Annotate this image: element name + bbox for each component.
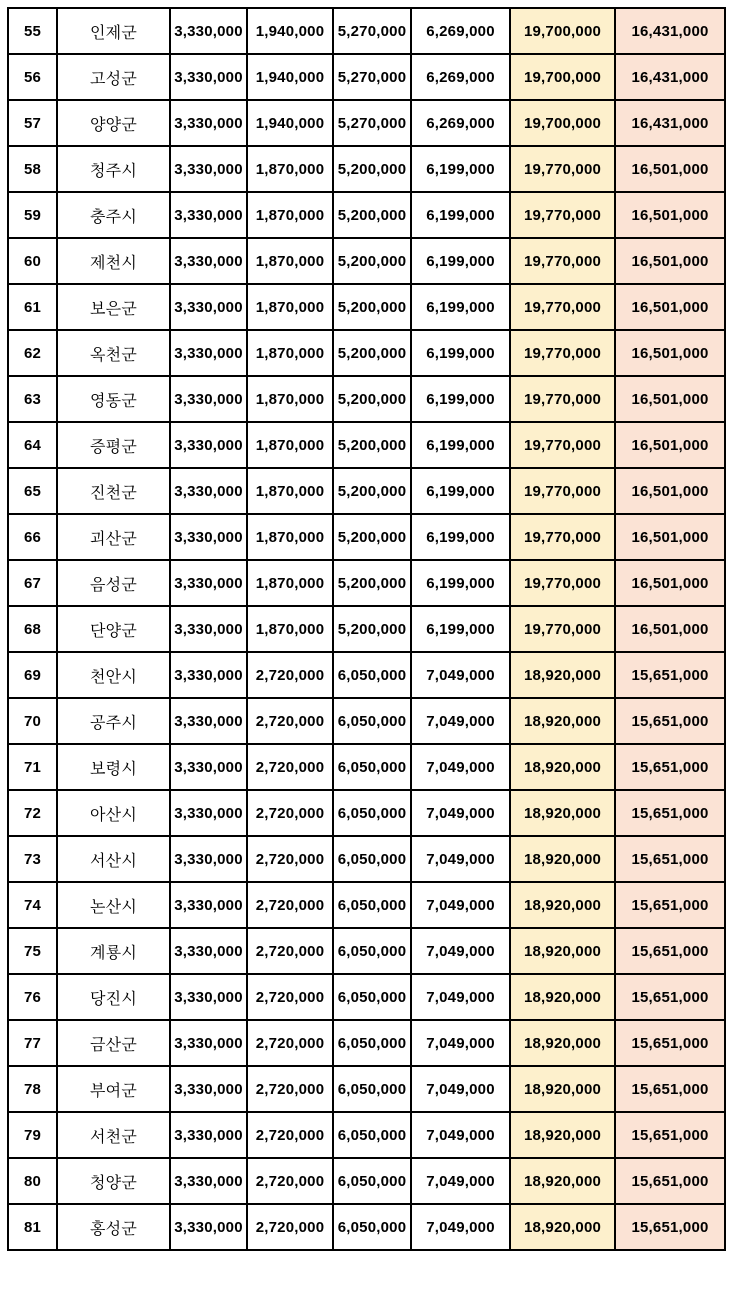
value-cell-highlight-pink: 15,651,000 bbox=[615, 882, 725, 928]
table-row bbox=[8, 744, 725, 790]
value-cell: 2,720,000 bbox=[247, 882, 333, 928]
value-cell-highlight-yellow: 18,920,000 bbox=[510, 1112, 615, 1158]
value-cell: 2,720,000 bbox=[247, 1066, 333, 1112]
value-cell-highlight-pink: 16,501,000 bbox=[615, 422, 725, 468]
row-number-cell: 65 bbox=[8, 468, 57, 514]
value-cell-highlight-yellow: 19,770,000 bbox=[510, 560, 615, 606]
row-number-cell: 74 bbox=[8, 882, 57, 928]
value-cell-highlight-pink: 15,651,000 bbox=[615, 928, 725, 974]
value-cell: 7,049,000 bbox=[411, 1112, 510, 1158]
value-cell: 7,049,000 bbox=[411, 836, 510, 882]
value-cell-highlight-yellow: 19,770,000 bbox=[510, 606, 615, 652]
value-cell: 3,330,000 bbox=[170, 284, 247, 330]
value-cell: 5,200,000 bbox=[333, 330, 411, 376]
value-cell-highlight-pink: 15,651,000 bbox=[615, 1158, 725, 1204]
value-cell-highlight-yellow: 18,920,000 bbox=[510, 744, 615, 790]
value-cell: 1,940,000 bbox=[247, 100, 333, 146]
region-name-cell: 양양군 bbox=[57, 100, 170, 146]
value-cell-highlight-pink: 16,431,000 bbox=[615, 8, 725, 54]
value-cell: 3,330,000 bbox=[170, 100, 247, 146]
region-name-cell: 증평군 bbox=[57, 422, 170, 468]
value-cell-highlight-pink: 16,501,000 bbox=[615, 606, 725, 652]
row-number-cell: 80 bbox=[8, 1158, 57, 1204]
table-row bbox=[8, 1158, 725, 1204]
table-row bbox=[8, 54, 725, 100]
value-cell: 5,200,000 bbox=[333, 560, 411, 606]
value-cell-highlight-yellow: 18,920,000 bbox=[510, 1204, 615, 1250]
value-cell: 5,200,000 bbox=[333, 192, 411, 238]
region-name-cell: 부여군 bbox=[57, 1066, 170, 1112]
region-name-cell: 논산시 bbox=[57, 882, 170, 928]
value-cell-highlight-pink: 15,651,000 bbox=[615, 1020, 725, 1066]
value-cell: 7,049,000 bbox=[411, 790, 510, 836]
value-cell: 3,330,000 bbox=[170, 744, 247, 790]
value-cell-highlight-yellow: 19,770,000 bbox=[510, 192, 615, 238]
value-cell: 3,330,000 bbox=[170, 560, 247, 606]
value-cell: 5,200,000 bbox=[333, 376, 411, 422]
value-cell: 1,870,000 bbox=[247, 514, 333, 560]
value-cell-highlight-pink: 16,501,000 bbox=[615, 514, 725, 560]
value-cell: 3,330,000 bbox=[170, 652, 247, 698]
value-cell-highlight-yellow: 18,920,000 bbox=[510, 1158, 615, 1204]
value-cell-highlight-yellow: 19,770,000 bbox=[510, 376, 615, 422]
row-number-cell: 66 bbox=[8, 514, 57, 560]
value-cell-highlight-yellow: 19,770,000 bbox=[510, 238, 615, 284]
value-cell-highlight-pink: 16,501,000 bbox=[615, 284, 725, 330]
value-cell-highlight-pink: 16,501,000 bbox=[615, 330, 725, 376]
row-number-cell: 69 bbox=[8, 652, 57, 698]
region-name-cell: 단양군 bbox=[57, 606, 170, 652]
row-number-cell: 63 bbox=[8, 376, 57, 422]
value-cell-highlight-yellow: 19,770,000 bbox=[510, 284, 615, 330]
value-cell: 2,720,000 bbox=[247, 1112, 333, 1158]
table-row bbox=[8, 1112, 725, 1158]
value-cell: 6,050,000 bbox=[333, 790, 411, 836]
value-cell-highlight-pink: 15,651,000 bbox=[615, 744, 725, 790]
value-cell: 2,720,000 bbox=[247, 790, 333, 836]
value-cell-highlight-yellow: 19,770,000 bbox=[510, 146, 615, 192]
value-cell-highlight-yellow: 19,700,000 bbox=[510, 8, 615, 54]
value-cell: 1,870,000 bbox=[247, 330, 333, 376]
value-cell-highlight-pink: 15,651,000 bbox=[615, 1112, 725, 1158]
value-cell: 3,330,000 bbox=[170, 376, 247, 422]
row-number-cell: 70 bbox=[8, 698, 57, 744]
value-cell: 6,199,000 bbox=[411, 514, 510, 560]
row-number-cell: 57 bbox=[8, 100, 57, 146]
value-cell: 6,199,000 bbox=[411, 238, 510, 284]
value-cell: 5,200,000 bbox=[333, 146, 411, 192]
value-cell-highlight-yellow: 18,920,000 bbox=[510, 652, 615, 698]
table-row bbox=[8, 330, 725, 376]
value-cell: 3,330,000 bbox=[170, 928, 247, 974]
value-cell-highlight-pink: 15,651,000 bbox=[615, 1066, 725, 1112]
value-cell: 3,330,000 bbox=[170, 974, 247, 1020]
value-cell: 3,330,000 bbox=[170, 1020, 247, 1066]
region-name-cell: 고성군 bbox=[57, 54, 170, 100]
value-cell: 6,050,000 bbox=[333, 1112, 411, 1158]
value-cell: 6,269,000 bbox=[411, 8, 510, 54]
value-cell: 7,049,000 bbox=[411, 744, 510, 790]
value-cell: 7,049,000 bbox=[411, 1066, 510, 1112]
row-number-cell: 72 bbox=[8, 790, 57, 836]
value-cell-highlight-yellow: 19,770,000 bbox=[510, 514, 615, 560]
value-cell: 7,049,000 bbox=[411, 1158, 510, 1204]
table-row bbox=[8, 146, 725, 192]
table-row bbox=[8, 284, 725, 330]
row-number-cell: 60 bbox=[8, 238, 57, 284]
value-cell-highlight-pink: 15,651,000 bbox=[615, 836, 725, 882]
table-row bbox=[8, 606, 725, 652]
value-cell-highlight-pink: 16,501,000 bbox=[615, 238, 725, 284]
value-cell: 5,270,000 bbox=[333, 54, 411, 100]
row-number-cell: 81 bbox=[8, 1204, 57, 1250]
value-cell-highlight-pink: 15,651,000 bbox=[615, 1204, 725, 1250]
region-name-cell: 영동군 bbox=[57, 376, 170, 422]
table-row bbox=[8, 560, 725, 606]
row-number-cell: 71 bbox=[8, 744, 57, 790]
value-cell-highlight-pink: 16,501,000 bbox=[615, 192, 725, 238]
value-cell-highlight-yellow: 19,770,000 bbox=[510, 422, 615, 468]
value-cell-highlight-pink: 16,501,000 bbox=[615, 376, 725, 422]
value-cell: 6,050,000 bbox=[333, 928, 411, 974]
value-cell-highlight-yellow: 18,920,000 bbox=[510, 1020, 615, 1066]
value-cell-highlight-pink: 16,431,000 bbox=[615, 54, 725, 100]
region-name-cell: 공주시 bbox=[57, 698, 170, 744]
value-cell: 6,199,000 bbox=[411, 606, 510, 652]
region-name-cell: 천안시 bbox=[57, 652, 170, 698]
value-cell: 6,199,000 bbox=[411, 192, 510, 238]
value-cell-highlight-yellow: 18,920,000 bbox=[510, 1066, 615, 1112]
table-row bbox=[8, 238, 725, 284]
value-cell: 1,870,000 bbox=[247, 422, 333, 468]
table-row bbox=[8, 836, 725, 882]
value-cell: 3,330,000 bbox=[170, 146, 247, 192]
row-number-cell: 76 bbox=[8, 974, 57, 1020]
value-cell-highlight-yellow: 18,920,000 bbox=[510, 836, 615, 882]
value-cell-highlight-pink: 15,651,000 bbox=[615, 790, 725, 836]
value-cell: 3,330,000 bbox=[170, 514, 247, 560]
region-name-cell: 충주시 bbox=[57, 192, 170, 238]
value-cell-highlight-pink: 15,651,000 bbox=[615, 698, 725, 744]
table-row bbox=[8, 468, 725, 514]
value-cell-highlight-pink: 16,431,000 bbox=[615, 100, 725, 146]
region-name-cell: 홍성군 bbox=[57, 1204, 170, 1250]
row-number-cell: 78 bbox=[8, 1066, 57, 1112]
table-row bbox=[8, 652, 725, 698]
value-cell: 6,050,000 bbox=[333, 836, 411, 882]
value-cell: 6,199,000 bbox=[411, 376, 510, 422]
value-cell-highlight-pink: 15,651,000 bbox=[615, 974, 725, 1020]
table-row bbox=[8, 790, 725, 836]
row-number-cell: 62 bbox=[8, 330, 57, 376]
value-cell: 2,720,000 bbox=[247, 698, 333, 744]
value-cell: 6,050,000 bbox=[333, 698, 411, 744]
table-row bbox=[8, 100, 725, 146]
value-cell: 6,199,000 bbox=[411, 468, 510, 514]
region-name-cell: 서산시 bbox=[57, 836, 170, 882]
value-cell-highlight-yellow: 18,920,000 bbox=[510, 974, 615, 1020]
table-row bbox=[8, 376, 725, 422]
table-row bbox=[8, 192, 725, 238]
value-cell: 3,330,000 bbox=[170, 882, 247, 928]
value-cell-highlight-pink: 15,651,000 bbox=[615, 652, 725, 698]
value-cell: 3,330,000 bbox=[170, 1066, 247, 1112]
value-cell: 5,270,000 bbox=[333, 100, 411, 146]
row-number-cell: 64 bbox=[8, 422, 57, 468]
value-cell: 6,199,000 bbox=[411, 560, 510, 606]
value-cell-highlight-pink: 16,501,000 bbox=[615, 146, 725, 192]
region-name-cell: 진천군 bbox=[57, 468, 170, 514]
value-cell: 3,330,000 bbox=[170, 606, 247, 652]
value-cell: 3,330,000 bbox=[170, 8, 247, 54]
value-cell: 1,870,000 bbox=[247, 238, 333, 284]
value-cell: 6,199,000 bbox=[411, 284, 510, 330]
region-name-cell: 옥천군 bbox=[57, 330, 170, 376]
table-row bbox=[8, 974, 725, 1020]
value-cell: 5,200,000 bbox=[333, 422, 411, 468]
value-cell: 7,049,000 bbox=[411, 1020, 510, 1066]
value-cell: 2,720,000 bbox=[247, 836, 333, 882]
value-cell: 6,199,000 bbox=[411, 330, 510, 376]
region-name-cell: 아산시 bbox=[57, 790, 170, 836]
table-row bbox=[8, 928, 725, 974]
value-cell: 3,330,000 bbox=[170, 790, 247, 836]
value-cell-highlight-yellow: 19,700,000 bbox=[510, 54, 615, 100]
value-cell: 1,940,000 bbox=[247, 54, 333, 100]
value-cell: 5,200,000 bbox=[333, 468, 411, 514]
value-cell-highlight-pink: 16,501,000 bbox=[615, 560, 725, 606]
table-row bbox=[8, 1066, 725, 1112]
value-cell: 3,330,000 bbox=[170, 1204, 247, 1250]
region-name-cell: 보령시 bbox=[57, 744, 170, 790]
region-name-cell: 보은군 bbox=[57, 284, 170, 330]
table-row bbox=[8, 514, 725, 560]
value-cell: 6,050,000 bbox=[333, 1158, 411, 1204]
value-cell: 2,720,000 bbox=[247, 928, 333, 974]
row-number-cell: 79 bbox=[8, 1112, 57, 1158]
value-cell-highlight-yellow: 18,920,000 bbox=[510, 698, 615, 744]
value-cell: 1,870,000 bbox=[247, 560, 333, 606]
value-cell: 3,330,000 bbox=[170, 1112, 247, 1158]
value-cell: 6,050,000 bbox=[333, 744, 411, 790]
value-cell-highlight-yellow: 19,770,000 bbox=[510, 330, 615, 376]
value-cell: 3,330,000 bbox=[170, 192, 247, 238]
value-cell: 1,940,000 bbox=[247, 8, 333, 54]
value-cell: 2,720,000 bbox=[247, 1204, 333, 1250]
table-row bbox=[8, 882, 725, 928]
region-name-cell: 금산군 bbox=[57, 1020, 170, 1066]
value-cell: 6,269,000 bbox=[411, 100, 510, 146]
value-cell: 2,720,000 bbox=[247, 974, 333, 1020]
value-cell: 3,330,000 bbox=[170, 698, 247, 744]
value-cell-highlight-yellow: 18,920,000 bbox=[510, 882, 615, 928]
value-cell: 2,720,000 bbox=[247, 652, 333, 698]
row-number-cell: 59 bbox=[8, 192, 57, 238]
region-name-cell: 음성군 bbox=[57, 560, 170, 606]
region-name-cell: 청양군 bbox=[57, 1158, 170, 1204]
row-number-cell: 75 bbox=[8, 928, 57, 974]
region-name-cell: 서천군 bbox=[57, 1112, 170, 1158]
value-cell: 5,270,000 bbox=[333, 8, 411, 54]
region-name-cell: 괴산군 bbox=[57, 514, 170, 560]
value-cell: 7,049,000 bbox=[411, 1204, 510, 1250]
value-cell: 1,870,000 bbox=[247, 376, 333, 422]
value-cell: 6,050,000 bbox=[333, 974, 411, 1020]
region-name-cell: 계룡시 bbox=[57, 928, 170, 974]
value-cell: 3,330,000 bbox=[170, 836, 247, 882]
row-number-cell: 56 bbox=[8, 54, 57, 100]
value-cell: 2,720,000 bbox=[247, 1020, 333, 1066]
value-cell: 3,330,000 bbox=[170, 54, 247, 100]
table-row bbox=[8, 1020, 725, 1066]
value-cell: 6,050,000 bbox=[333, 882, 411, 928]
value-cell: 3,330,000 bbox=[170, 1158, 247, 1204]
row-number-cell: 55 bbox=[8, 8, 57, 54]
region-name-cell: 청주시 bbox=[57, 146, 170, 192]
value-cell: 6,050,000 bbox=[333, 1066, 411, 1112]
region-price-table bbox=[7, 7, 726, 1251]
row-number-cell: 67 bbox=[8, 560, 57, 606]
value-cell: 6,050,000 bbox=[333, 652, 411, 698]
value-cell-highlight-yellow: 19,700,000 bbox=[510, 100, 615, 146]
value-cell: 3,330,000 bbox=[170, 422, 247, 468]
value-cell: 6,269,000 bbox=[411, 54, 510, 100]
value-cell-highlight-pink: 16,501,000 bbox=[615, 468, 725, 514]
value-cell: 1,870,000 bbox=[247, 146, 333, 192]
row-number-cell: 68 bbox=[8, 606, 57, 652]
row-number-cell: 58 bbox=[8, 146, 57, 192]
value-cell: 3,330,000 bbox=[170, 238, 247, 284]
value-cell: 6,050,000 bbox=[333, 1020, 411, 1066]
value-cell: 7,049,000 bbox=[411, 698, 510, 744]
value-cell: 7,049,000 bbox=[411, 928, 510, 974]
value-cell: 2,720,000 bbox=[247, 744, 333, 790]
region-name-cell: 인제군 bbox=[57, 8, 170, 54]
table-row bbox=[8, 8, 725, 54]
row-number-cell: 61 bbox=[8, 284, 57, 330]
value-cell: 7,049,000 bbox=[411, 882, 510, 928]
value-cell-highlight-yellow: 18,920,000 bbox=[510, 790, 615, 836]
value-cell: 2,720,000 bbox=[247, 1158, 333, 1204]
value-cell: 6,050,000 bbox=[333, 1204, 411, 1250]
value-cell: 1,870,000 bbox=[247, 468, 333, 514]
value-cell-highlight-yellow: 19,770,000 bbox=[510, 468, 615, 514]
value-cell: 6,199,000 bbox=[411, 422, 510, 468]
row-number-cell: 77 bbox=[8, 1020, 57, 1066]
region-name-cell: 당진시 bbox=[57, 974, 170, 1020]
value-cell: 7,049,000 bbox=[411, 652, 510, 698]
value-cell: 1,870,000 bbox=[247, 192, 333, 238]
row-number-cell: 73 bbox=[8, 836, 57, 882]
value-cell: 5,200,000 bbox=[333, 514, 411, 560]
value-cell: 3,330,000 bbox=[170, 468, 247, 514]
value-cell: 6,199,000 bbox=[411, 146, 510, 192]
value-cell: 3,330,000 bbox=[170, 330, 247, 376]
value-cell: 7,049,000 bbox=[411, 974, 510, 1020]
value-cell: 5,200,000 bbox=[333, 284, 411, 330]
table-row bbox=[8, 1204, 725, 1250]
table-row bbox=[8, 698, 725, 744]
table-body bbox=[8, 8, 725, 1250]
table-row bbox=[8, 422, 725, 468]
value-cell: 1,870,000 bbox=[247, 606, 333, 652]
region-name-cell: 제천시 bbox=[57, 238, 170, 284]
value-cell: 5,200,000 bbox=[333, 238, 411, 284]
value-cell: 5,200,000 bbox=[333, 606, 411, 652]
value-cell-highlight-yellow: 18,920,000 bbox=[510, 928, 615, 974]
value-cell: 1,870,000 bbox=[247, 284, 333, 330]
